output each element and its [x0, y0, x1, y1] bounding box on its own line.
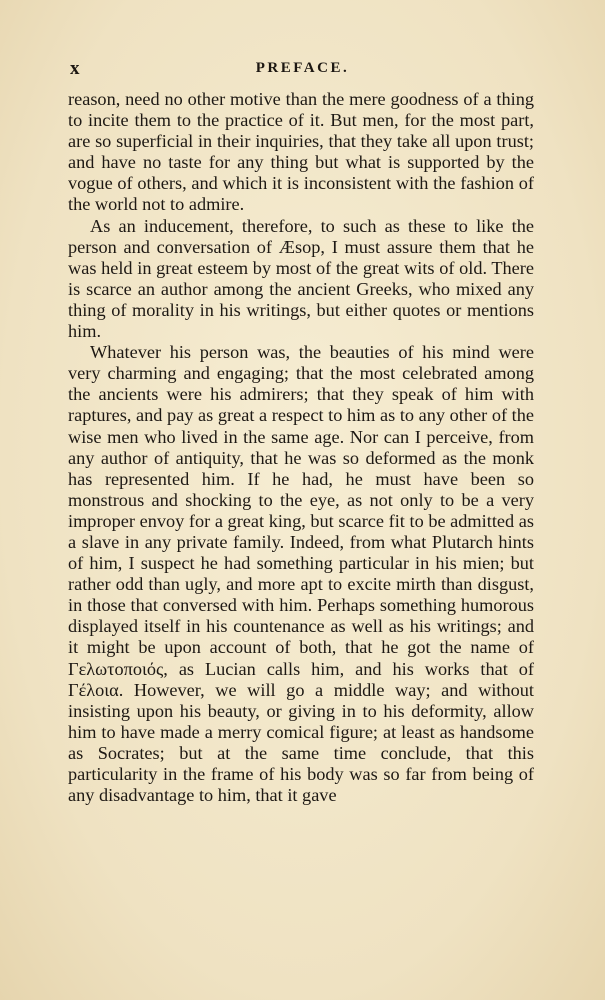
page-number: x	[70, 58, 81, 79]
paragraph-1: reason, need no other motive than the mere goodness of a thing to incite them to the practice of it. But men, for the most part, are so superficial in their inquiries, that they take all upon trust; and have no taste for any thing but what is supported by the vogue of others, and which it is inconsistent with the fashion of the world not to admire.	[68, 89, 534, 215]
running-head	[70, 58, 535, 88]
body-text	[68, 89, 534, 806]
paragraph-3: Whatever his person was, the beauties of his mind were very charming and engaging; that the most celebrated among the ancients were his admirers; that they speak of him with raptures, and pay as great a respect to him as to any other of the wise men who lived in the same age. Nor can I perceive, from any author of antiquity, that he was so deformed as the monk has represented him. If he had, he must have been so monstrous and shocking to the eye, as not only to be a very improper envoy for a great king, but scarce fit to be admitted as a slave in any private family. Indeed, from what Plutarch hints of him, I suspect he had something particular in his mien; but rather odd than ugly, and more apt to excite mirth than disgust, in those that conversed with him. Perhaps something humorous displayed itself in his countenance as well as his writings; and it might be upon account of both, that he got the name of Γελωτοποιός, as Lucian calls him, and his works that of Γέλοια. However, we will go a middle way; and without insisting upon his beauty, or giving in to his deformity, allow him to have made a merry comical figure; at least as handsome as Socrates; but at the same time conclude, that this particularity in the frame of his body was so far from being of any disadvantage to him, that it gave	[68, 342, 534, 806]
paragraph-2: As an inducement, therefore, to such as these to like the person and conversation of Æsop, I must assure them that he was held in great esteem by most of the great wits of old. There is scarce an author among the ancient Greeks, who mixed any thing of morality in his writings, but either quotes or mentions him.	[68, 215, 534, 342]
page-title: PREFACE.	[255, 60, 350, 76]
